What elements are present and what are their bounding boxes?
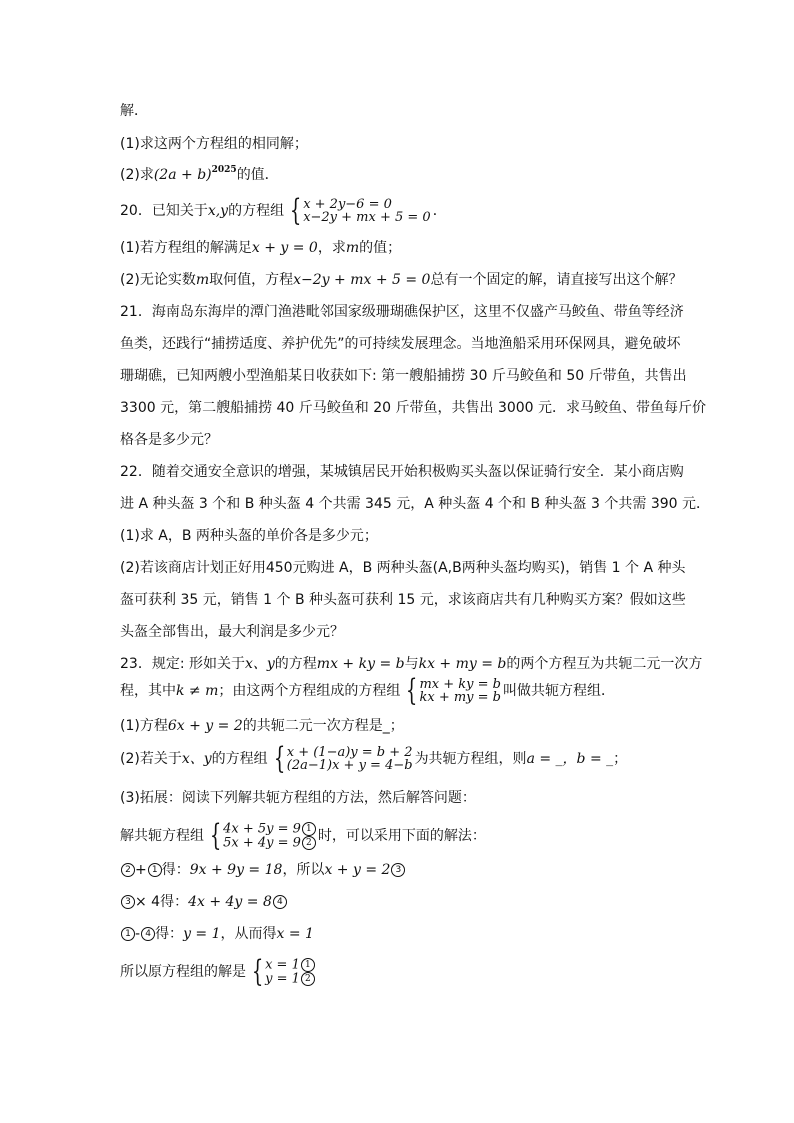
text-line: [120, 430, 218, 450]
circled-number-2: 2: [302, 836, 316, 850]
math-expression: a = _，b = _: [526, 751, 614, 767]
math-expression: m: [345, 240, 360, 256]
line-text: 解．: [120, 103, 148, 119]
line-text: 的方程组: [211, 751, 268, 767]
math-expression: x、y: [181, 751, 212, 767]
circled-number-4: 4: [141, 927, 155, 941]
line-text: 的值；: [359, 240, 402, 256]
math-expression: mx + ky = b: [316, 656, 405, 672]
line-text: 的值．: [236, 167, 279, 183]
equation-system: [286, 193, 431, 228]
line-text: 得：: [161, 862, 190, 878]
line-text: 22．随着交通安全意识的增强，某城镇居民开始积极购买头盔以保证骑行安全．某小商店购: [120, 464, 684, 480]
line-text: 与: [404, 656, 419, 672]
line-text: ；由这两个方程组成的方程组: [218, 683, 401, 699]
text-line: [120, 622, 344, 642]
line-text: ；: [613, 751, 628, 767]
text-line: [120, 741, 628, 776]
line-text: 进 A 种头盔 3 个和 B 种头盔 4 个共需 345 元，A 种头盔 4 个和 B 种头盔 3 个共需 390 元．: [120, 496, 710, 512]
text-line: [120, 716, 404, 736]
line-text: (2)若关于: [120, 751, 182, 767]
line-text: ，求: [317, 240, 346, 256]
circled-number-4: 4: [273, 895, 287, 909]
line-text: × 4得：: [135, 894, 189, 910]
equation-row: (2a−1)x + y = 4−b: [286, 758, 413, 773]
question-20-title: [120, 193, 447, 228]
line-text: 的共轭二元一次方程是_；: [242, 718, 404, 734]
circled-number-3: 3: [121, 895, 135, 909]
math-expression: x−2y + mx + 5 = 0: [293, 272, 431, 288]
equation-row: 5x + 4y = 9: [223, 835, 301, 851]
line-text: ，所以: [282, 862, 325, 878]
line-text: 鱼类，还践行“捕捞适度、养护优先”的可持续发展理念。当地渔船采用环保网具，避免破坏: [120, 336, 681, 352]
equation-row: mx + ky = b: [419, 677, 502, 692]
math-expression: m: [195, 272, 210, 288]
brace-icon: {: [209, 818, 222, 853]
line-text: (1)求这两个方程组的相同解；: [120, 136, 308, 152]
brace-icon: {: [289, 193, 302, 228]
line-text: 盔可获利 35 元，销售 1 个 B 种头盔可获利 15 元，求该商店共有几种购买方案？假如这些: [120, 592, 686, 608]
line-text: 解共轭方程组: [120, 828, 204, 844]
math-expression: kx + my = b: [418, 656, 507, 672]
line-text: 珊瑚礁，已知两艘小型渔船某日收获如下: 第一艘船捕捞 30 斤马鲛鱼和 50 斤带鱼，共售出: [120, 368, 687, 384]
text-line: [120, 526, 378, 546]
line-text: (2)无论实数: [120, 272, 196, 288]
text-line: [120, 270, 682, 290]
line-text: 23．规定: 形如关于: [120, 656, 245, 672]
circled-number-1: 1: [121, 927, 135, 941]
text-line: [120, 302, 684, 322]
line-text: 头盔全部售出，最大利润是多少元？: [120, 624, 344, 640]
line-text: (2)求: [120, 167, 154, 183]
equation-row: kx + my = b: [419, 690, 502, 705]
line-text: (1)若方程组的解满足: [120, 240, 252, 256]
text-line: [120, 334, 681, 354]
brace-icon: {: [273, 741, 285, 776]
line-text: 时，可以采用下面的解法：: [317, 828, 486, 844]
equation-row: x−2y + mx + 5 = 0: [303, 210, 431, 225]
text-line: [120, 954, 317, 989]
line-text: -: [135, 926, 141, 942]
math-expression: 6x + y = 2: [167, 718, 243, 734]
equation-row: x = 1: [265, 957, 300, 973]
exponent: 2025: [211, 165, 237, 175]
text-line: [120, 101, 148, 121]
text-line: [120, 134, 308, 154]
math-expression: x、y: [244, 656, 275, 672]
circled-number-1: 1: [148, 863, 162, 877]
text-line: [120, 462, 684, 482]
math-expression: x = 1: [276, 926, 314, 942]
line-text: 为共轭方程组，则: [414, 751, 527, 767]
line-text: +: [135, 862, 147, 878]
text-line: [120, 673, 616, 708]
text-line: [120, 590, 686, 610]
equation-system: [402, 673, 502, 708]
math-expression: 4x + 4y = 8: [188, 894, 272, 910]
text-line: [120, 398, 706, 418]
circled-number-2: 2: [301, 972, 315, 986]
text-line: [120, 892, 287, 912]
line-text: (2)若该商店计划正好用450元购进 A，B 两种头盔(A,B两种头盔均购买)，销售 1 个 A 种头: [120, 560, 686, 576]
circled-number-3: 3: [391, 863, 405, 877]
math-expression: y = 1: [183, 926, 221, 942]
equation-row: y = 1: [265, 971, 300, 987]
text-line: [120, 238, 401, 258]
line-text: 20．已知关于: [120, 203, 208, 219]
line-text: 3300 元，第二艘船捕捞 40 斤马鲛鱼和 20 斤带鱼，共售出 3000 元．求马鲛鱼、带鱼每斤价: [120, 400, 707, 416]
text-line: [120, 654, 702, 674]
line-text: 得：: [155, 926, 184, 942]
line-text: 总有一个固定的解，请直接写出这个解？: [430, 272, 683, 288]
text-line: [120, 494, 710, 514]
line-text: 格各是多少元？: [120, 432, 218, 448]
line-text: 的方程组: [228, 203, 285, 219]
equation-row: 4x + 5y = 9: [223, 821, 301, 837]
line-text: ．: [432, 203, 447, 219]
text-line: [120, 924, 314, 944]
text-line: [120, 558, 685, 578]
math-expression: x,y: [207, 203, 229, 219]
equation-system: [206, 818, 316, 853]
line-text: 的两个方程互为共轭二元一次方: [506, 656, 703, 672]
line-text: (1)求 A，B 两种头盔的单价各是多少元；: [120, 528, 378, 544]
math-expression: k ≠ m: [176, 683, 219, 699]
line-text: 的方程: [274, 656, 317, 672]
math-expression: (2a + b): [153, 167, 212, 183]
circled-number-1: 1: [301, 958, 315, 972]
equation-row: x + 2y−6 = 0: [303, 197, 392, 212]
text-line: [120, 860, 405, 880]
equation-row: x + (1−a)y = b + 2: [286, 745, 413, 760]
line-text: (3)拓展：阅读下列解共轭方程组的方法，然后解答问题：: [120, 790, 476, 806]
circled-number-2: 2: [121, 863, 135, 877]
text-line: [120, 165, 279, 187]
text-line: [120, 818, 486, 853]
math-expression: x + y = 0: [251, 240, 318, 256]
line-text: ，从而得: [220, 926, 277, 942]
brace-icon: {: [251, 954, 264, 989]
equation-system: [248, 954, 315, 989]
line-text: (1)方程: [120, 718, 168, 734]
text-line: [120, 788, 476, 808]
line-text: 21．海南岛东海岸的潭门渔港毗邻国家级珊瑚礁保护区，这里不仅盛产马鲛鱼、带鱼等经济: [120, 304, 684, 320]
math-expression: x + y = 2: [324, 862, 391, 878]
math-expression: 9x + 9y = 18: [189, 862, 283, 878]
text-line: [120, 366, 687, 386]
brace-icon: {: [406, 673, 418, 708]
line-text: 所以原方程组的解是: [120, 964, 246, 980]
line-text: 取何值，方程: [209, 272, 294, 288]
equation-system: [270, 741, 413, 776]
circled-number-1: 1: [302, 822, 316, 836]
line-text: 叫做共轭方程组．: [503, 683, 616, 699]
line-text: 程，其中: [120, 683, 176, 699]
